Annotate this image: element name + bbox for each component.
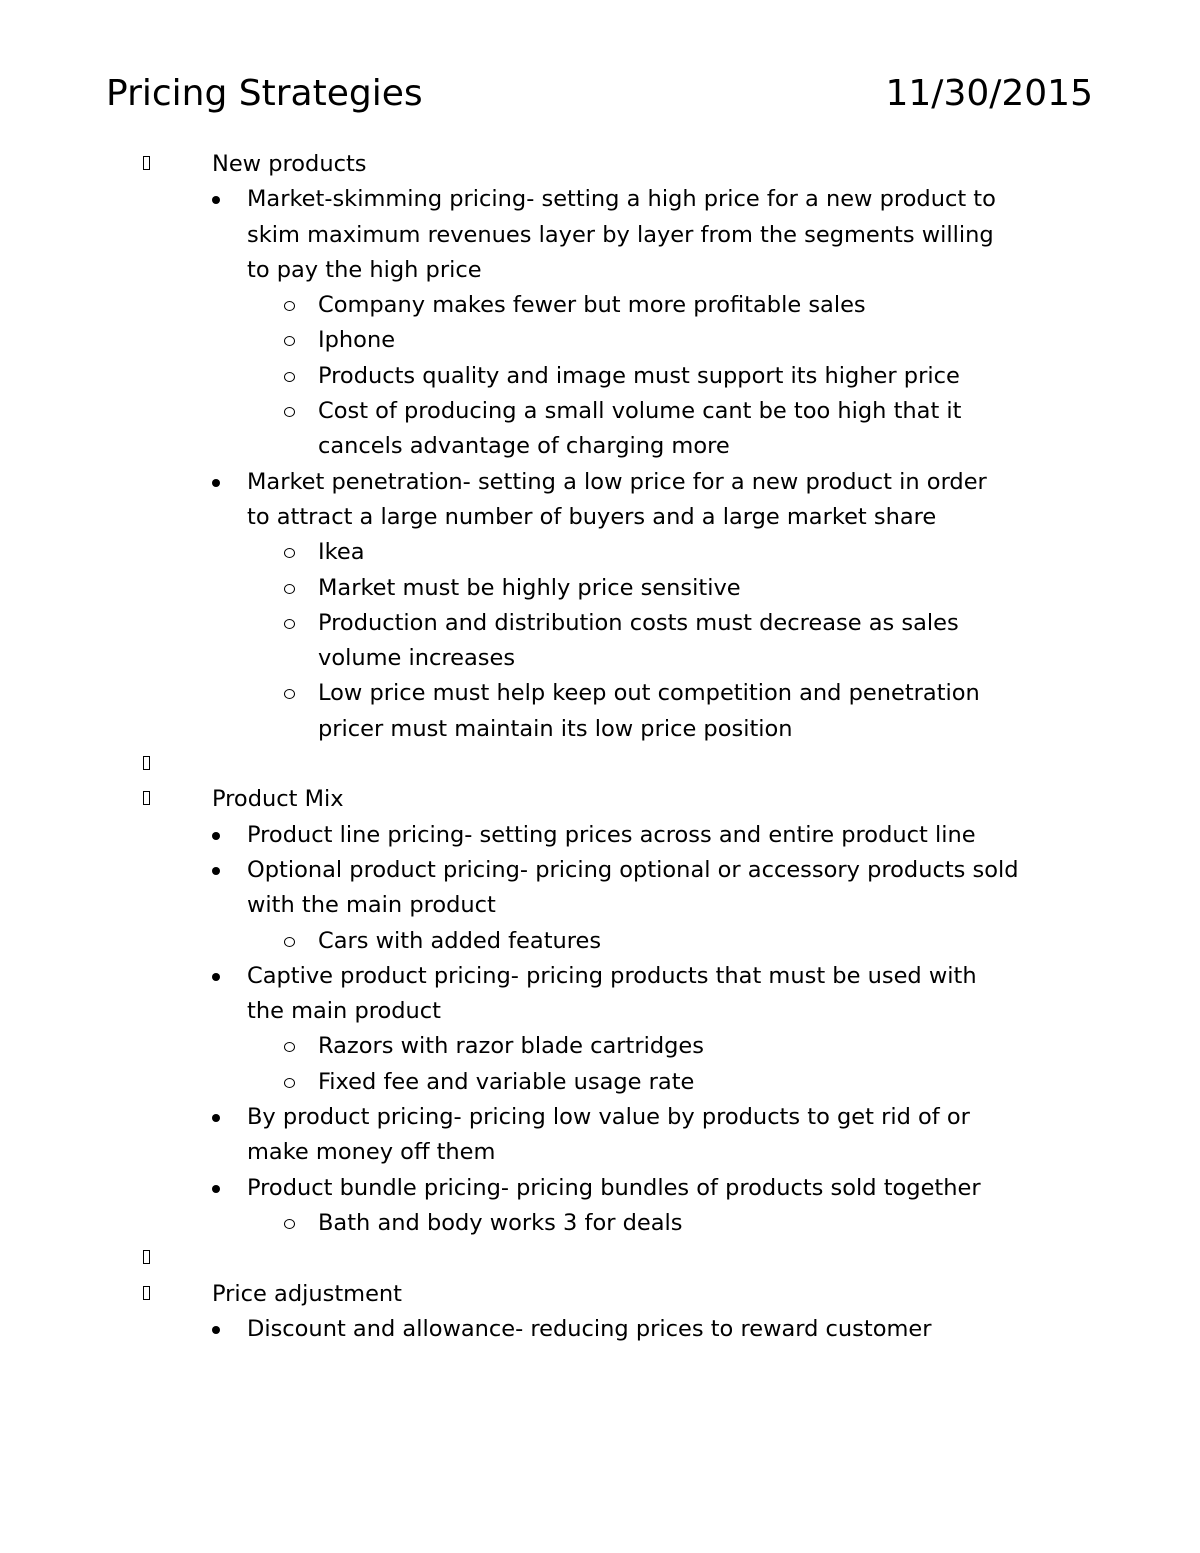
bullet-item-text: the main product — [247, 998, 441, 1025]
section-heading-line — [0, 147, 1200, 182]
bullet-icon — [212, 1185, 220, 1193]
circle-bullet-icon — [284, 1219, 295, 1229]
checkbox-icon — [143, 156, 150, 170]
bullet-icon — [212, 479, 220, 487]
circle-bullet-icon — [284, 407, 295, 417]
bullet-item-line — [0, 1100, 1200, 1135]
bullet-item-line — [0, 994, 1200, 1029]
checkbox-icon — [143, 791, 150, 805]
notes-outline — [0, 147, 1200, 1347]
sub-bullet-item-text: Production and distribution costs must decrease as sales — [318, 609, 959, 636]
sub-bullet-item-line — [0, 606, 1200, 641]
sub-bullet-item-line — [0, 641, 1200, 676]
bullet-item-text: make money off them — [247, 1139, 496, 1166]
section-heading-line — [0, 1277, 1200, 1312]
sub-bullet-item-text: Low price must help keep out competition and penetration — [318, 680, 980, 707]
bullet-item-line — [0, 888, 1200, 923]
bullet-item-text: By product pricing- pricing low value by products to get rid of or — [247, 1104, 970, 1131]
checkbox-icon — [143, 756, 150, 770]
circle-bullet-icon — [284, 336, 295, 346]
section-heading: New products — [212, 151, 367, 177]
bullet-item-line — [0, 218, 1200, 253]
sub-bullet-item-line — [0, 535, 1200, 570]
bullet-item-text: to pay the high price — [247, 256, 482, 283]
bullet-icon — [212, 196, 220, 204]
sub-bullet-item-text: Fixed fee and variable usage rate — [318, 1068, 695, 1095]
sub-bullet-item-text: Cost of producing a small volume cant be too high that it — [318, 398, 962, 425]
bullet-item-line — [0, 1171, 1200, 1206]
bullet-item-text: Product bundle pricing- pricing bundles of products sold together — [247, 1174, 981, 1201]
page-title: Pricing Strategies — [106, 73, 423, 114]
sub-bullet-item-line — [0, 323, 1200, 358]
sub-bullet-item-text: cancels advantage of charging more — [318, 433, 730, 460]
circle-bullet-icon — [284, 937, 295, 947]
bullet-item-text: Discount and allowance- reducing prices to reward customer — [247, 1315, 932, 1342]
section-heading: Price adjustment — [212, 1280, 403, 1307]
circle-bullet-icon — [284, 1042, 295, 1052]
checkbox-icon — [143, 1286, 150, 1300]
circle-bullet-icon — [284, 301, 295, 311]
sub-bullet-item-line — [0, 924, 1200, 959]
bullet-item-line — [0, 1135, 1200, 1170]
sub-bullet-item-line — [0, 288, 1200, 323]
sub-bullet-item-line — [0, 571, 1200, 606]
bullet-item-text: with the main product — [247, 892, 496, 919]
section-heading-line — [0, 747, 1200, 782]
bullet-item-line — [0, 465, 1200, 500]
bullet-item-text: Market-skimming pricing- setting a high price for a new product to — [247, 186, 996, 213]
circle-bullet-icon — [284, 372, 295, 382]
sub-bullet-item-text: Bath and body works 3 for deals — [318, 1209, 683, 1236]
sub-bullet-item-text: Products quality and image must support its higher price — [318, 362, 960, 389]
bullet-icon — [212, 1326, 220, 1334]
bullet-icon — [212, 832, 220, 840]
sub-bullet-item-line — [0, 1065, 1200, 1100]
sub-bullet-item-text: Company makes fewer but more profitable sales — [318, 292, 866, 319]
page-date: 11/30/2015 — [885, 73, 1093, 114]
sub-bullet-item-line — [0, 394, 1200, 429]
checkbox-icon — [143, 1250, 150, 1264]
sub-bullet-item-text: Razors with razor blade cartridges — [318, 1033, 704, 1060]
bullet-icon — [212, 973, 220, 981]
bullet-item-text: skim maximum revenues layer by layer from the segments willing — [247, 221, 994, 248]
bullet-item-line — [0, 959, 1200, 994]
sub-bullet-item-line — [0, 1029, 1200, 1064]
circle-bullet-icon — [284, 548, 295, 558]
circle-bullet-icon — [284, 689, 295, 699]
bullet-item-text: Captive product pricing- pricing products that must be used with — [247, 962, 977, 989]
bullet-item-line — [0, 253, 1200, 288]
sub-bullet-item-text: Ikea — [318, 539, 365, 566]
section-heading-line — [0, 782, 1200, 817]
bullet-item-line — [0, 500, 1200, 535]
bullet-item-text: Optional product pricing- pricing optional or accessory products sold — [247, 856, 1019, 883]
bullet-item-text: Market penetration- setting a low price for a new product in order — [247, 468, 987, 495]
sub-bullet-item-text: pricer must maintain its low price position — [318, 715, 793, 742]
sub-bullet-item-text: Market must be highly price sensitive — [318, 574, 741, 601]
sub-bullet-item-text: Cars with added features — [318, 927, 602, 954]
circle-bullet-icon — [284, 584, 295, 594]
bullet-item-line — [0, 1312, 1200, 1347]
bullet-item-text: Product line pricing- setting prices across and entire product line — [247, 821, 976, 848]
bullet-item-text: to attract a large number of buyers and a large market share — [247, 503, 937, 530]
bullet-item-line — [0, 182, 1200, 217]
sub-bullet-item-line — [0, 359, 1200, 394]
bullet-icon — [212, 1114, 220, 1122]
sub-bullet-item-line — [0, 429, 1200, 464]
section-heading: Product Mix — [212, 786, 344, 813]
sub-bullet-item-text: Iphone — [318, 327, 396, 354]
circle-bullet-icon — [284, 1078, 295, 1088]
bullet-item-line — [0, 853, 1200, 888]
sub-bullet-item-line — [0, 676, 1200, 711]
sub-bullet-item-line — [0, 1206, 1200, 1241]
sub-bullet-item-line — [0, 712, 1200, 747]
sub-bullet-item-text: volume increases — [318, 645, 516, 672]
section-heading-line — [0, 1241, 1200, 1276]
circle-bullet-icon — [284, 619, 295, 629]
bullet-item-line — [0, 818, 1200, 853]
bullet-icon — [212, 867, 220, 875]
